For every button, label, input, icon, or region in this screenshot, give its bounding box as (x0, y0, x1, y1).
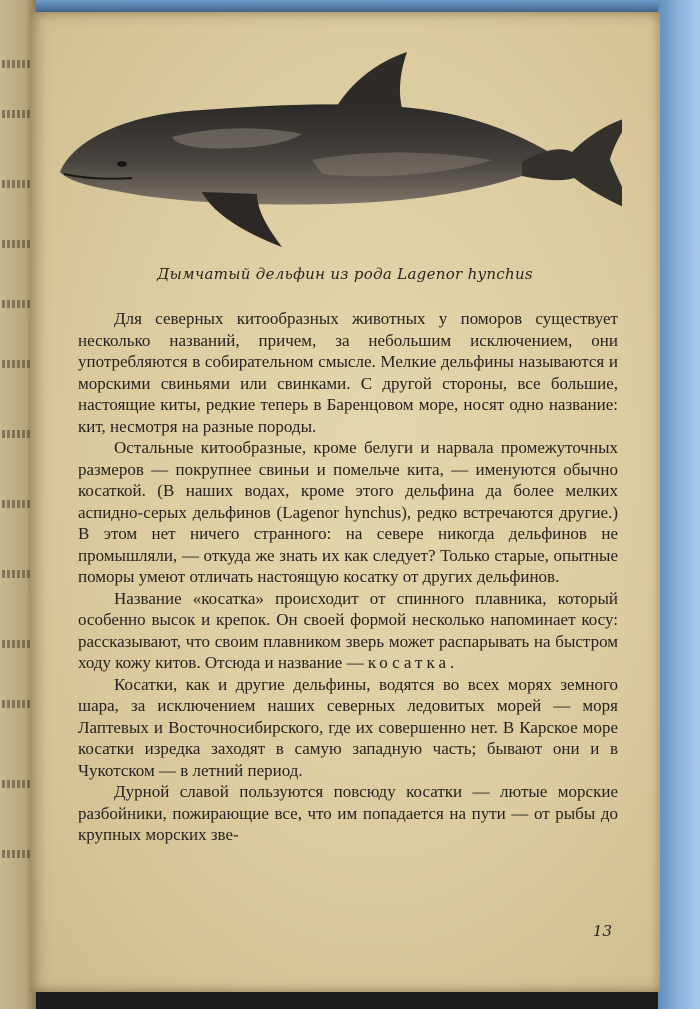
paragraph: Остальные китообразные, кроме белуги и нарвала промежуточных размеров — покрупнее свиньи и помельче кита, — именуются обычно косаткой. (В наших водах, кроме этого дельфина да более мелких аспидно-серых дельфинов (Lagenor hynchus), редко встречаются другие.) В этом нет ничего странного: на севере никогда дельфинов не промышляли, — откуда же знать их как следует? Только старые, опытные поморы умеют отличать настоящую косатку от других дельфинов. (78, 438, 618, 586)
dolphin-illustration (52, 42, 622, 257)
book-cover-edge-right (658, 0, 700, 1009)
paragraph (78, 588, 618, 674)
body-text (78, 308, 618, 846)
paragraph: Дурной славой пользуются повсюду косатки — лютые морские разбойники, пожирающие все, что им попадается на пути — от рыбы до крупных морских зве- (78, 782, 618, 844)
paragraph-text: Название «косатка» происходит от спинного плавника, который особенно высок и крепок. Он своей формой несколько напоминает косу: рассказывают, что своим плавником зверь может распарывать на быстром ходу кожу китов. Отсюда и название — (78, 588, 618, 672)
page-number: 13 (592, 922, 612, 940)
book-page (30, 12, 660, 992)
figure-caption: Дымчатый дельфин из рода Lagenor hynchus (157, 265, 533, 283)
paragraph: Косатки, как и другие дельфины, водятся во всех морях земного шара, за исключением наших северных ледовитых морей — моря Лаптевых и Восточносибирского, где их совершенно нет. В Карское море косатки изредка заходят в самую западную часть; бывают они и в Чукотском — в летний период. (78, 674, 618, 780)
spaced-word: косатка. (367, 653, 459, 672)
paragraph: Для северных китообразных животных у поморов существует несколько названий, причем, за небольшим исключением, они употребляются в собирательном смысле. Мелкие дельфины называются и морскими свиньями или свинками. С другой стороны, все большие, настоящие киты, редкие теперь в Баренцовом море, носят одно название: кит, несмотря на разные породы. (78, 309, 618, 436)
